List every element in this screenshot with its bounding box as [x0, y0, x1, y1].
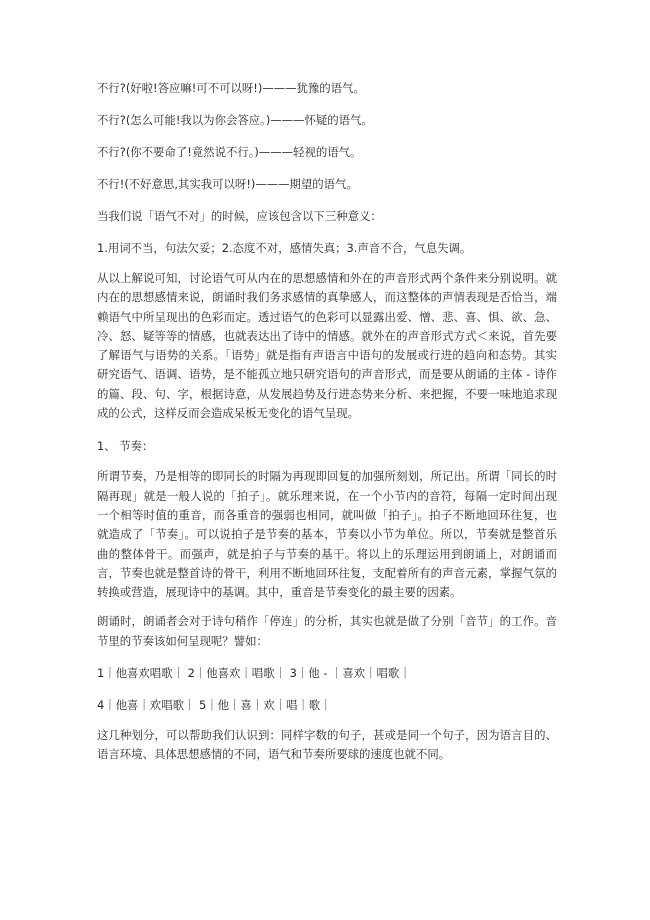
rhythm-example-line-2: 4｜他喜｜欢唱歌｜ 5｜他｜喜｜欢｜唱｜歌｜: [97, 698, 332, 713]
tone-example-hesitant: 不行?(好啦!答应嘛!可不可以呀!)———犹豫的语气。: [97, 81, 365, 95]
tone-example-contempt: 不行?(你不要命了!竟然说不行。)———轻视的语气。: [97, 145, 362, 159]
tone-example-hopeful: 不行!(不好意思,其实我可以呀!)———期望的语气。: [97, 177, 358, 191]
document-page: [97, 72, 557, 765]
paragraph-conclusion: 这几种划分，可以帮助我们认识到：同样字数的句子，甚或是同一个句子，因为语言目的、语言环境、具体思想感情的不同，语气和节奏所要球的速度也就不同。: [97, 728, 557, 762]
paragraph-tone-analysis: 从以上解说可知，讨论语气可从内在的思想感情和外在的声音形式两个条件来分别说明。就内在的思想感情来说，朗诵时我们务求感情的真挚感人，而这整体的声情表现是否恰当，端赖语气中所呈现出的色彩而定。透过语气的色彩可以显露出爱、憎、悲、喜、惧、欲、急、冷、怒、疑等等的情感，也就表达出了诗中的情感。就外在的声音形式方式＜来说，首先要了解语气与语势的关系。「语势」就是指有声语言中语句的发展或行进的趋向和态势。其实研究语气、语调、语势，是不能孤立地只研究语句的声音形式，而是要从朗诵的主体 - 诗作的篇、段、句、字，根据诗意，从发展趋势及行进态势来分析、来把握，不要一味地追求现成的公式，这样反而会造成呆板无变化的语气呈现。: [97, 271, 557, 421]
tone-wrong-intro: 当我们说「语气不对」的时候，应该包含以下三种意义：: [97, 209, 382, 223]
paragraph-pause-analysis: 朗诵时，朗诵者会对于诗句稍作「停连」的分析，其实也就是做了分别「音节」的工作。音节里的节奏该如何呈现呢？譬如：: [97, 614, 557, 648]
section-heading-rhythm: 1、 节奏：: [97, 439, 154, 454]
paragraph-rhythm-definition: 所谓节奏，乃是相等的即同长的时隔为再现即回复的加强所刻划，所记出。所谓「同长的时隔再现」就是一般人说的「拍子」。就乐理来说，在一个小节内的音符，每隔一定时间出现一个相等时值的重音，而各重音的强弱也相同，就叫做「拍子」。拍子不断地回环往复，也就造成了「节奏」。可以说拍子是节奏的基本，节奏以小节为单位。所以，节奏就是整首乐曲的整体骨干。而强声，就是拍子与节奏的基干。将以上的乐理运用到朗诵上，对朗诵而言，节奏也就是整首诗的骨干，利用不断地回环往复，支配着所有的声音元素，掌握气氛的转换或营造，展现诗中的基调。其中，重音是节奏变化的最主要的因素。: [97, 469, 557, 600]
tone-example-doubtful: 不行?(怎么可能!我以为你会答应。)———怀疑的语气。: [97, 113, 373, 127]
rhythm-example-line-1: 1｜他喜欢唱歌｜ 2｜他喜欢｜唱歌｜ 3｜他 - ｜喜欢｜唱歌｜: [97, 666, 411, 681]
tone-wrong-meanings: 1.用词不当，句法欠妥；2.态度不对，感情失真；3.声音不合，气息失调。: [97, 241, 472, 255]
